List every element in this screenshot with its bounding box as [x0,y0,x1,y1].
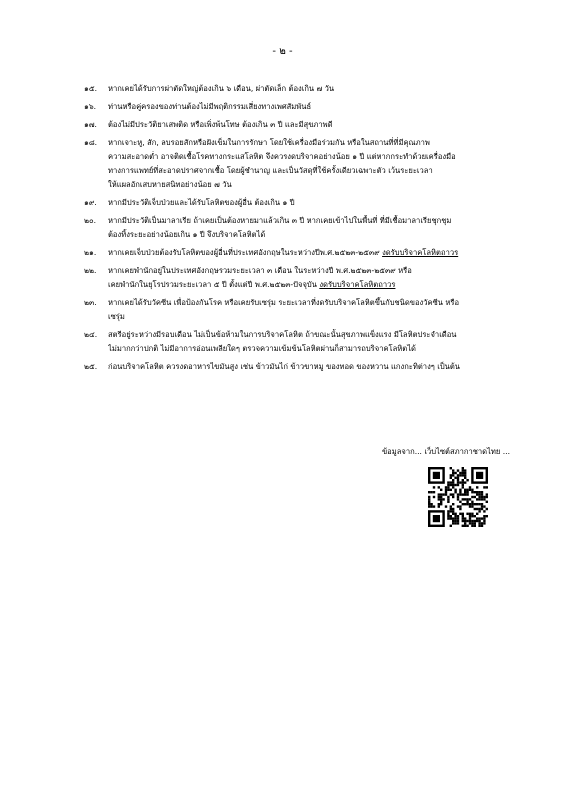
item-number: ๒๕. [84,362,98,371]
item-line [108,360,494,374]
item-line-text: หากเคยได้รับการผ่าตัดใหญ่ต้องเกิน ๖ เดือน, ผ่าตัดเล็ก ต้องเกิน ๗ วัน [108,84,335,93]
item-line-text: สตรีอยู่ระหว่างมีรอบเดือน ไม่เป็นข้อห้ามในการบริจาคโลหิต ถ้าขณะนั้นสุขภาพแข็งแรง มีโลหิตประจำเดือน [108,330,457,339]
item-text [108,136,494,192]
list-item [84,264,494,292]
item-number: ๒๔. [84,330,98,339]
item-text [108,296,494,324]
item-line-text: หากเคยเจ็บป่วยต้องรับโลหิตของผู้อื่นที่ประเทศอังกฤษในระหว่างปีพ.ศ.๒๕๒๓-๒๕๓๙ [108,248,383,257]
item-number: ๑๗. [84,120,97,129]
permanent-deferral-note: งดรับบริจาคโลหิตถาวร [382,248,459,257]
item-line-text: หากเจาะหู, สัก, ลบรอยสักหรือฝังเข็มในการรักษา โดยใช้เครื่องมือร่วมกัน หรือในสถานที่ที่มีคุณภาพ [108,138,430,147]
item-line-text: ความสะอาดต่ำ อาจติดเชื้อโรคทางกระแสโลหิต จึงควรงดบริจาคอย่างน้อย ๑ ปี แต่หากกระทำด้วยเครื่องมือ [108,152,456,161]
item-number: ๑๖. [84,102,97,111]
item-text [108,360,494,374]
item-line [108,342,494,356]
item-line-text: ต้องไม่มีประวัติยาเสพติด หรือเพิ่งพ้นโทษ ต้องเกิน ๓ ปี และมีสุขภาพดี [108,120,333,129]
list-item [84,360,494,374]
item-line [108,278,494,292]
item-line [108,214,494,228]
item-line-text: ท่านหรือคู่ครองของท่านต้องไม่มีพฤติกรรมเสี่ยงทางเพศสัมพันธ์ [108,102,312,111]
item-line-text: หากมีประวัติเจ็บป่วยและได้รับโลหิตของผู้อื่น ต้องเกิน ๑ ปี [108,198,295,207]
item-line [108,164,494,178]
item-number: ๒๑. [84,248,97,257]
source-note: ข้อมูลจาก... เว็บไซต์สภากาชาดไทย ... [381,447,510,456]
qr-code-icon[interactable] [428,467,488,527]
list-item [84,328,494,356]
item-number: ๑๙. [84,198,97,207]
item-text [108,264,494,292]
item-line [108,178,494,192]
item-line-text: ทางการแพทย์ที่สะอาดปราศจากเชื้อ โดยผู้ชำนาญ และเป็นวัสดุที่ใช้ครั้งเดียวเฉพาะตัว เว้นระยะเวลา [108,166,433,175]
item-line-text: เคยพำนักในยุโรปรวมระยะเวลา ๕ ปี ตั้งแต่ปี พ.ศ.๒๕๒๓-ปัจจุบัน [108,280,320,289]
item-number: ๒๒. [84,266,97,275]
item-line [108,150,494,164]
item-text [108,100,494,114]
list-item [84,82,494,96]
item-number: ๑๕. [84,84,97,93]
item-text [108,118,494,132]
item-line-text: ให้แผลอักเสบหายสนิทอย่างน้อย ๗ วัน [108,180,232,189]
item-line-text: ไม่มากกว่าปกติ ไม่มีอาการอ่อนเพลียใดๆ ตรวจความเข้มข้นโลหิตผ่านก็สามารถบริจาคโลหิตได้ [108,344,416,353]
list-item [84,136,494,192]
list-item [84,118,494,132]
item-line [108,328,494,342]
item-line [108,136,494,150]
item-line [108,118,494,132]
item-number: ๑๘. [84,138,98,147]
item-line-text: เซรุ่ม [108,312,125,321]
list-item [84,296,494,324]
item-line-text: ก่อนบริจาคโลหิต ควรงดอาหารไขมันสูง เช่น ข้าวมันไก่ ข้าวขาหมู ของทอด ของหวาน แกงกะทิต่างๆ เป็นต้น [108,362,461,371]
list-item [84,100,494,114]
item-line-text: หากเคยพำนักอยู่ในประเทศอังกฤษรวมระยะเวลา ๓ เดือน ในระหว่างปี พ.ศ.๒๕๒๓-๒๕๓๙ หรือ [108,266,412,275]
page-number: - ๒ - [272,46,293,57]
item-text [108,328,494,356]
list-item [84,214,494,242]
list-item [84,246,494,260]
item-line-text: หากเคยได้รับวัคซีน เพื่อป้องกันโรค หรือเคยรับเซรุ่ม ระยะเวลาที่งดรับบริจาคโลหิตขึ้นกับชนิดของวัคซีน หรือ [108,298,460,307]
item-text [108,196,494,210]
item-number: ๒๐. [84,216,97,225]
item-line [108,196,494,210]
criteria-list [84,82,494,378]
item-line [108,310,494,324]
item-line [108,82,494,96]
item-line [108,100,494,114]
permanent-deferral-note: งดรับบริจาคโลหิตถาวร [319,280,396,289]
item-line-text: หากมีประวัติเป็นมาลาเรีย ถ้าเคยเป็นต้องหายมาแล้วเกิน ๓ ปี หากเคยเข้าไปในพื้นที่ ที่มีเชื้อมาลาเรียชุกชุม [108,216,452,225]
item-line [108,296,494,310]
item-line [108,264,494,278]
item-text [108,82,494,96]
item-text [108,214,494,242]
item-number: ๒๓. [84,298,97,307]
list-item [84,196,494,210]
item-text [108,246,494,260]
item-line [108,246,494,260]
item-line [108,228,494,242]
item-line-text: ต้องทิ้งระยะอย่างน้อยเกิน ๑ ปี จึงบริจาคโลหิตได้ [108,230,266,239]
